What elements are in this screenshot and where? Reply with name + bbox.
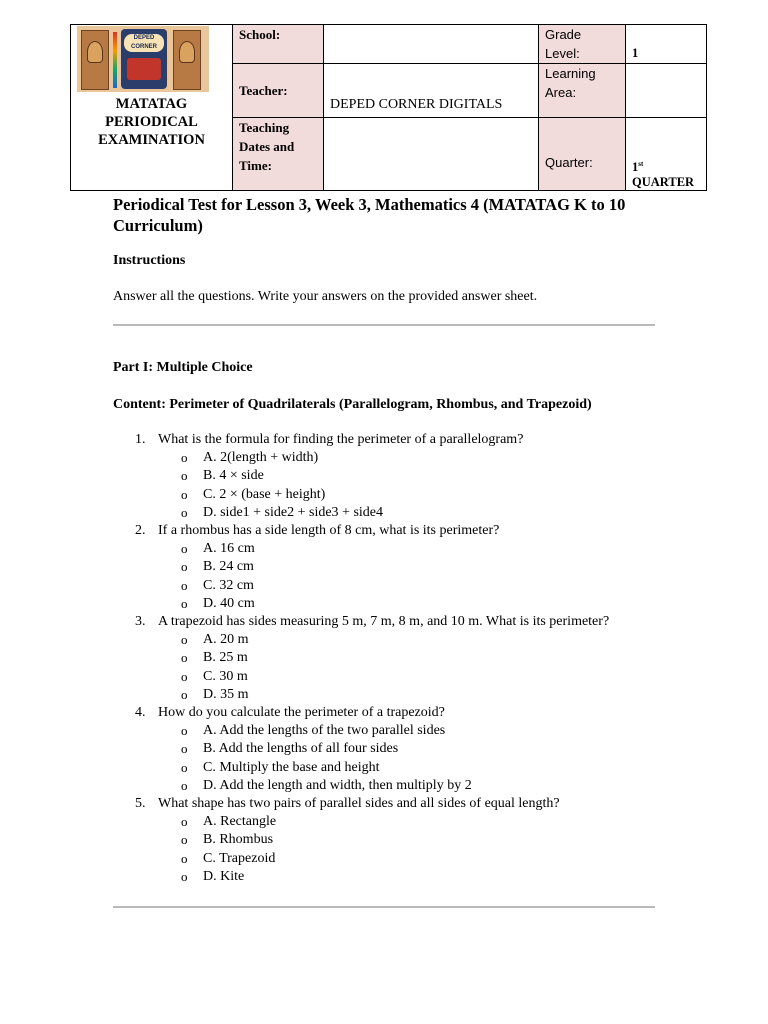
answer-option (158, 486, 673, 504)
answer-option (158, 540, 673, 558)
divider (113, 324, 655, 326)
instructions-heading: Instructions (113, 253, 186, 268)
option-text: C. Multiply the base and height (203, 759, 380, 775)
option-list (158, 722, 673, 795)
answer-option (158, 813, 673, 831)
question-number: 4. (135, 705, 146, 721)
teaching-dates-value (324, 118, 539, 191)
question-list (113, 431, 673, 886)
answer-option (158, 467, 673, 485)
deped-corner-logo (77, 26, 209, 92)
bullet-icon: o (181, 741, 188, 757)
bullet-icon: o (181, 541, 188, 557)
answer-option (158, 449, 673, 467)
teacher-value: DEPED CORNER DIGITALS (324, 64, 539, 118)
bullet-icon: o (181, 759, 188, 775)
school-label: School: (233, 25, 324, 64)
bullet-icon: o (181, 650, 188, 666)
content-heading: Content: Perimeter of Quadrilaterals (Parallelogram, Rhombus, and Trapezoid) (113, 397, 592, 412)
question-text: A trapezoid has sides measuring 5 m, 7 m, 8 m, and 10 m. What is its perimeter? (158, 614, 610, 630)
answer-option (158, 777, 673, 795)
question-number: 3. (135, 614, 146, 630)
logo-cell (71, 25, 233, 191)
question-number: 2. (135, 523, 146, 539)
answer-option (158, 631, 673, 649)
bullet-icon: o (181, 814, 188, 830)
option-text: C. 30 m (203, 668, 248, 684)
answer-option (158, 831, 673, 849)
answer-option (158, 759, 673, 777)
instructions-text: Answer all the questions. Write your answers on the provided answer sheet. (113, 289, 538, 304)
answer-option (158, 850, 673, 868)
answer-option (158, 595, 673, 613)
option-text: A. Rectangle (203, 814, 277, 830)
bullet-icon: o (181, 577, 188, 593)
option-text: A. 2(length + width) (203, 450, 319, 466)
part-heading: Part I: Multiple Choice (113, 360, 253, 375)
option-text: A. Add the lengths of the two parallel sides (203, 723, 446, 739)
bullet-icon: o (181, 559, 188, 575)
bullet-icon: o (181, 832, 188, 848)
answer-option (158, 668, 673, 686)
page-title: Periodical Test for Lesson 3, Week 3, Mathematics 4 (MATATAG K to 10 Curriculum) (113, 195, 626, 235)
bullet-icon: o (181, 723, 188, 739)
question-text: What shape has two pairs of parallel sides and all sides of equal length? (158, 796, 560, 812)
answer-option (158, 686, 673, 704)
question-item (113, 704, 673, 795)
question-number: 5. (135, 796, 146, 812)
question-item (113, 522, 673, 613)
answer-option (158, 504, 673, 522)
option-text: B. 25 m (203, 650, 248, 666)
learning-area-value (626, 64, 707, 118)
bullet-icon: o (181, 450, 188, 466)
bullet-icon: o (181, 504, 188, 520)
option-text: A. 16 cm (203, 541, 255, 557)
answer-option (158, 722, 673, 740)
question-text: If a rhombus has a side length of 8 cm, what is its perimeter? (158, 523, 500, 539)
option-text: D. Add the length and width, then multiply by 2 (203, 777, 472, 793)
option-text: B. 24 cm (203, 559, 254, 575)
teacher-label: Teacher: (233, 64, 324, 118)
bullet-icon: o (181, 595, 188, 611)
question-number: 1. (135, 432, 146, 447)
option-text: D. Kite (203, 868, 245, 884)
answer-option (158, 558, 673, 576)
question-text: How do you calculate the perimeter of a trapezoid? (158, 705, 445, 721)
option-text: B. 4 × side (203, 468, 264, 484)
option-list (158, 631, 673, 704)
grade-level-label: Grade Level: (539, 25, 626, 64)
answer-option (158, 740, 673, 758)
header-table (70, 24, 707, 191)
teaching-dates-label: Teaching Dates and Time: (233, 118, 324, 191)
option-text: D. 40 cm (203, 595, 255, 611)
option-text: C. 32 cm (203, 577, 254, 593)
bullet-icon: o (181, 632, 188, 648)
quarter-value: 1st QUARTER (626, 118, 707, 191)
bullet-icon: o (181, 486, 188, 502)
grade-level-value: 1 (626, 25, 707, 64)
bullet-icon: o (181, 868, 188, 884)
option-list (158, 540, 673, 613)
bullet-icon: o (181, 468, 188, 484)
question-text: What is the formula for finding the perimeter of a parallelogram? (158, 432, 524, 447)
bullet-icon: o (181, 777, 188, 793)
intro-section (113, 194, 658, 304)
logo-badge: DEPED CORNER (124, 34, 164, 52)
option-text: A. 20 m (203, 632, 249, 648)
answer-option (158, 649, 673, 667)
option-text: B. Add the lengths of all four sides (203, 741, 399, 757)
school-value (324, 25, 539, 64)
option-list (158, 449, 673, 522)
question-item (113, 613, 673, 704)
option-text: D. 35 m (203, 686, 249, 702)
answer-option (158, 868, 673, 886)
bullet-icon: o (181, 686, 188, 702)
option-text: D. side1 + side2 + side3 + side4 (203, 504, 384, 520)
quarter-label: Quarter: (539, 118, 626, 191)
option-list (158, 813, 673, 886)
option-text: C. Trapezoid (203, 850, 276, 866)
question-item (113, 431, 673, 522)
bullet-icon: o (181, 850, 188, 866)
option-text: C. 2 × (base + height) (203, 486, 326, 502)
question-item (113, 795, 673, 886)
bullet-icon: o (181, 668, 188, 684)
option-text: B. Rhombus (203, 832, 274, 848)
divider (113, 906, 655, 908)
exam-title: MATATAG PERIODICAL EXAMINATION (98, 96, 205, 148)
learning-area-label: Learning Area: (539, 64, 626, 118)
answer-option (158, 577, 673, 595)
